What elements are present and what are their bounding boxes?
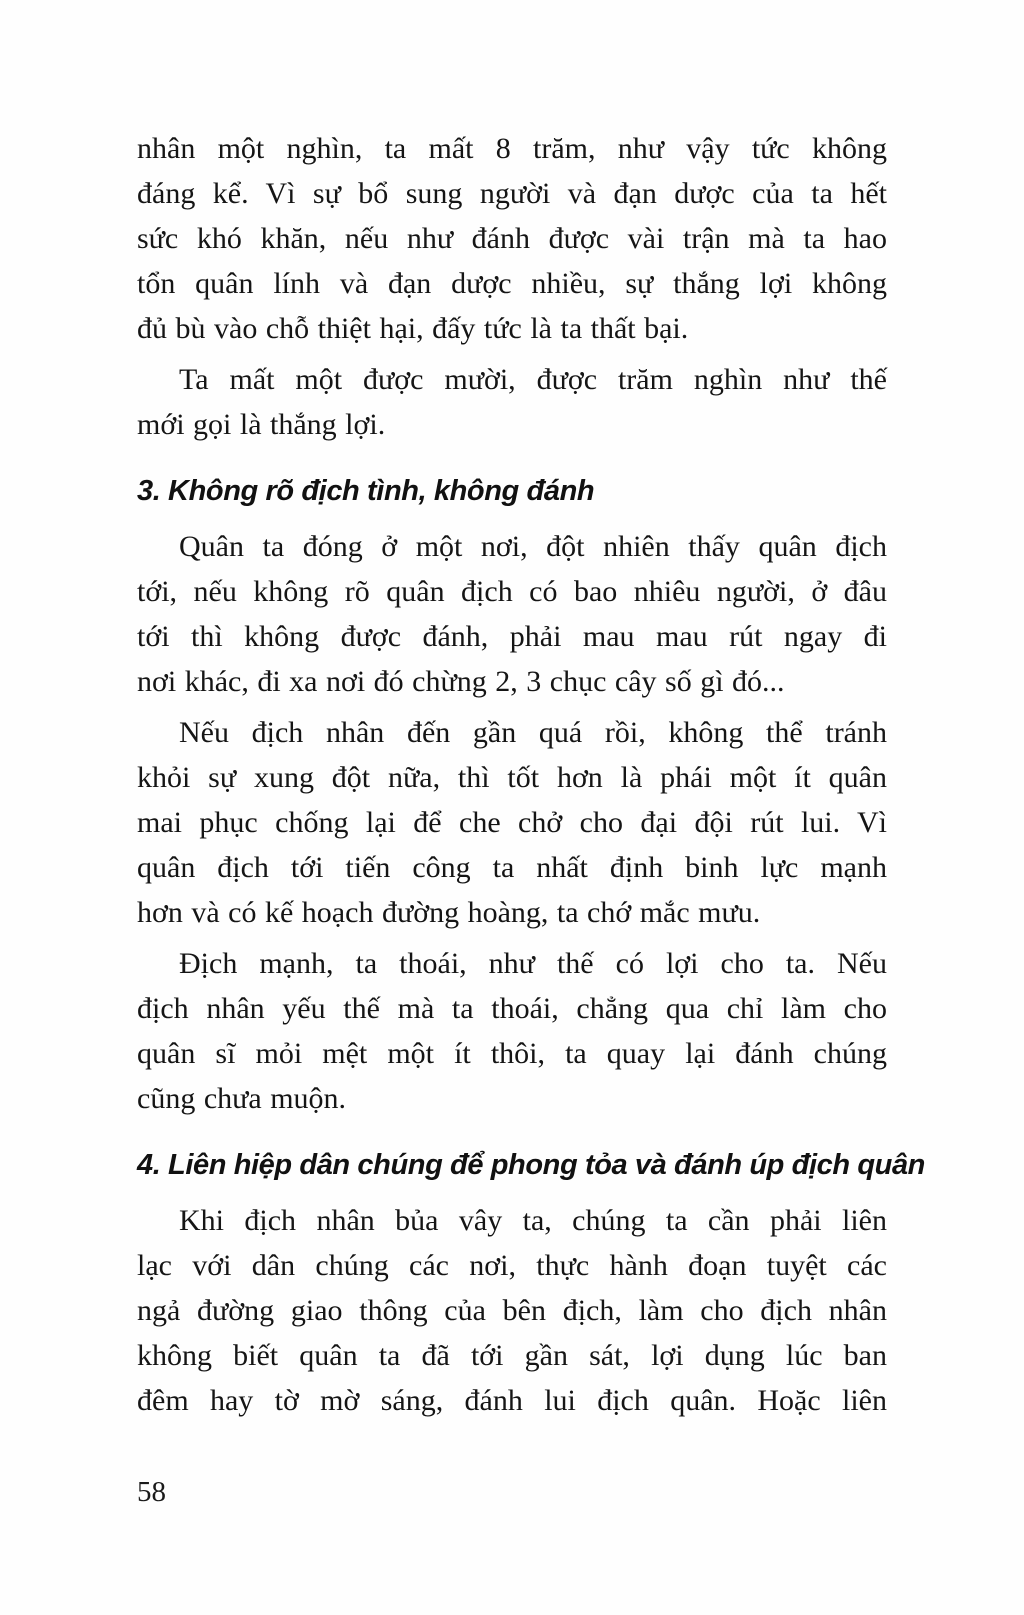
section-heading: 3. Không rõ địch tình, không đánh bbox=[137, 475, 595, 507]
text-line: đáng kể. Vì sự bổ sung người và đạn dược của ta hết bbox=[137, 177, 887, 210]
section-heading: 4. Liên hiệp dân chúng để phong tỏa và đánh úp địch quân bbox=[137, 1149, 926, 1181]
text-line: không biết quân ta đã tới gần sát, lợi dụng lúc ban bbox=[137, 1339, 887, 1372]
text-line: cũng chưa muộn. bbox=[137, 1082, 347, 1115]
paragraph bbox=[137, 941, 887, 1121]
text-line: Ta mất một được mười, được trăm nghìn như thế bbox=[179, 363, 887, 396]
text-line: tới, nếu không rõ quân địch có bao nhiêu người, ở đâu bbox=[137, 575, 887, 608]
text-line: Địch mạnh, ta thoái, như thế có lợi cho ta. Nếu bbox=[179, 947, 887, 980]
text-line: nhân một nghìn, ta mất 8 trăm, như vậy tức không bbox=[137, 132, 887, 165]
paragraph bbox=[137, 357, 887, 447]
text-line: quân địch tới tiến công ta nhất định binh lực mạnh bbox=[137, 851, 887, 884]
text-line: Khi địch nhân bủa vây ta, chúng ta cần phải liên bbox=[179, 1204, 887, 1237]
text-block bbox=[137, 126, 926, 1423]
text-line: đủ bù vào chỗ thiệt hại, đấy tức là ta thất bại. bbox=[137, 312, 689, 345]
paragraph bbox=[137, 524, 887, 704]
text-line: khỏi sự xung đột nữa, thì tốt hơn là phái một ít quân bbox=[137, 761, 887, 794]
text-line: tổn quân lính và đạn dược nhiều, sự thắng lợi không bbox=[137, 267, 887, 300]
text-line: mai phục chống lại để che chở cho đại đội rút lui. Vì bbox=[137, 806, 887, 839]
text-line: quân sĩ mỏi mệt một ít thôi, ta quay lại đánh chúng bbox=[137, 1037, 887, 1070]
text-line: hơn và có kế hoạch đường hoàng, ta chớ mắc mưu. bbox=[137, 896, 761, 929]
text-line: mới gọi là thắng lợi. bbox=[137, 408, 386, 441]
paragraph bbox=[137, 710, 887, 935]
text-line: đêm hay tờ mờ sáng, đánh lui địch quân. Hoặc liên bbox=[137, 1384, 887, 1417]
page-number: 58 bbox=[137, 1476, 166, 1508]
text-line: địch nhân yếu thế mà ta thoái, chẳng qua chỉ làm cho bbox=[137, 992, 887, 1025]
paragraph bbox=[137, 126, 887, 351]
paragraph bbox=[137, 1198, 887, 1423]
text-line: Quân ta đóng ở một nơi, đột nhiên thấy quân địch bbox=[179, 530, 887, 563]
text-line: nơi khác, đi xa nơi đó chừng 2, 3 chục cây số gì đó... bbox=[137, 665, 785, 698]
text-line: lạc với dân chúng các nơi, thực hành đoạn tuyệt các bbox=[137, 1249, 887, 1282]
text-line: ngả đường giao thông của bên địch, làm cho địch nhân bbox=[137, 1294, 887, 1327]
text-line: sức khó khăn, nếu như đánh được vài trận mà ta hao bbox=[137, 222, 887, 255]
text-line: Nếu địch nhân đến gần quá rồi, không thể tránh bbox=[179, 716, 887, 749]
text-line: tới thì không được đánh, phải mau mau rút ngay đi bbox=[137, 620, 887, 653]
